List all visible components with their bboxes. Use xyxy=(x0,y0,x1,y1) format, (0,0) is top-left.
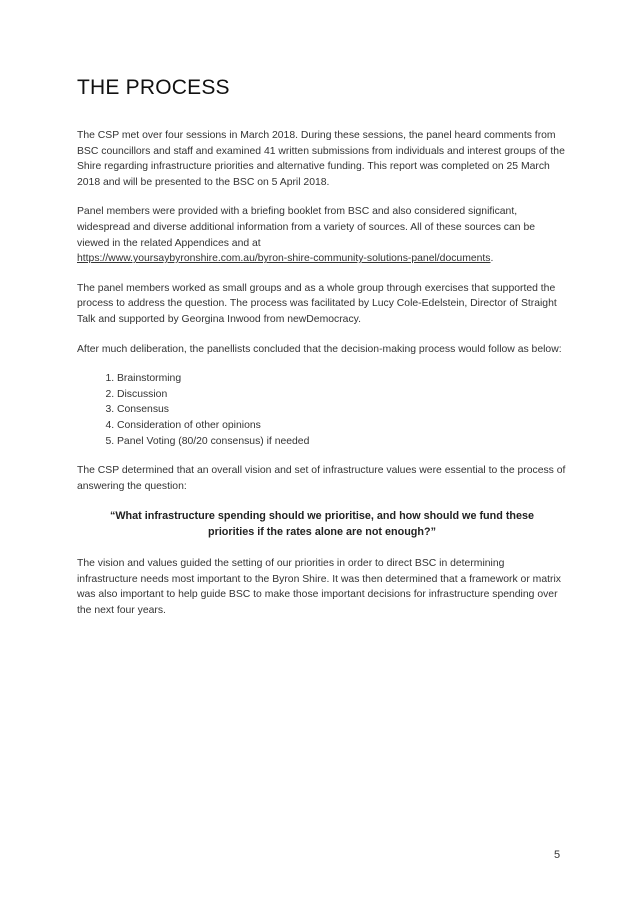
paragraph-framework: The vision and values guided the setting of our priorities in order to direct BSC in determining infrastructure needs most important to the Byron Shire. It was then determined that a framework or matrix was also important to help guide BSC to make those important decisions for infrastructure spending over the next four years. xyxy=(77,558,561,617)
paragraph-facilitation: The panel members worked as small groups and as a whole group through exercises that supported the process to address the question. The process was facilitated by Lucy Cole-Edelstein, Director of Straight Talk and supported by Georgina Inwood from newDemocracy. xyxy=(77,282,557,325)
link-period: . xyxy=(490,253,494,265)
paragraph-sources-text: Panel members were provided with a briefing booklet from BSC and also considered significant, widespread and diverse additional information from a variety of sources. All of these sources can be viewed in the related Appendices and at xyxy=(77,206,536,249)
list-item: 1. Brainstorming xyxy=(117,371,567,387)
process-steps-list xyxy=(77,371,567,449)
documents-link[interactable]: https://www.yoursaybyronshire.com.au/byron-shire-community-solutions-panel/documents xyxy=(77,253,491,265)
paragraph-deliberation: After much deliberation, the panellists concluded that the decision-making process would follow as below: xyxy=(77,343,562,355)
paragraph-sessions: The CSP met over four sessions in March 2018. During these sessions, the panel heard comments from BSC councillors and staff and examined 41 written submissions from individuals and interest groups of the Shire regarding infrastructure priorities and alternative funding. This report was completed on 25 March 2018 and will be presented to the BSC on 5 April 2018. xyxy=(77,130,565,188)
list-item: 4. Consideration of other opinions xyxy=(117,418,567,434)
list-item: 3. Consensus xyxy=(117,402,567,418)
list-item: 2. Discussion xyxy=(117,387,567,403)
page-number: 5 xyxy=(554,849,561,861)
list-item: 5. Panel Voting (80/20 consensus) if needed xyxy=(117,434,567,450)
paragraph-sources xyxy=(77,204,567,266)
body-text xyxy=(77,128,567,633)
question-quote: “What infrastructure spending should we prioritise, and how should we fund these priorities if the rates alone are not enough?” xyxy=(109,510,535,539)
paragraph-vision: The CSP determined that an overall vision and set of infrastructure values were essential to the process of answering the question: xyxy=(77,465,566,492)
page-title: THE PROCESS xyxy=(77,76,230,99)
